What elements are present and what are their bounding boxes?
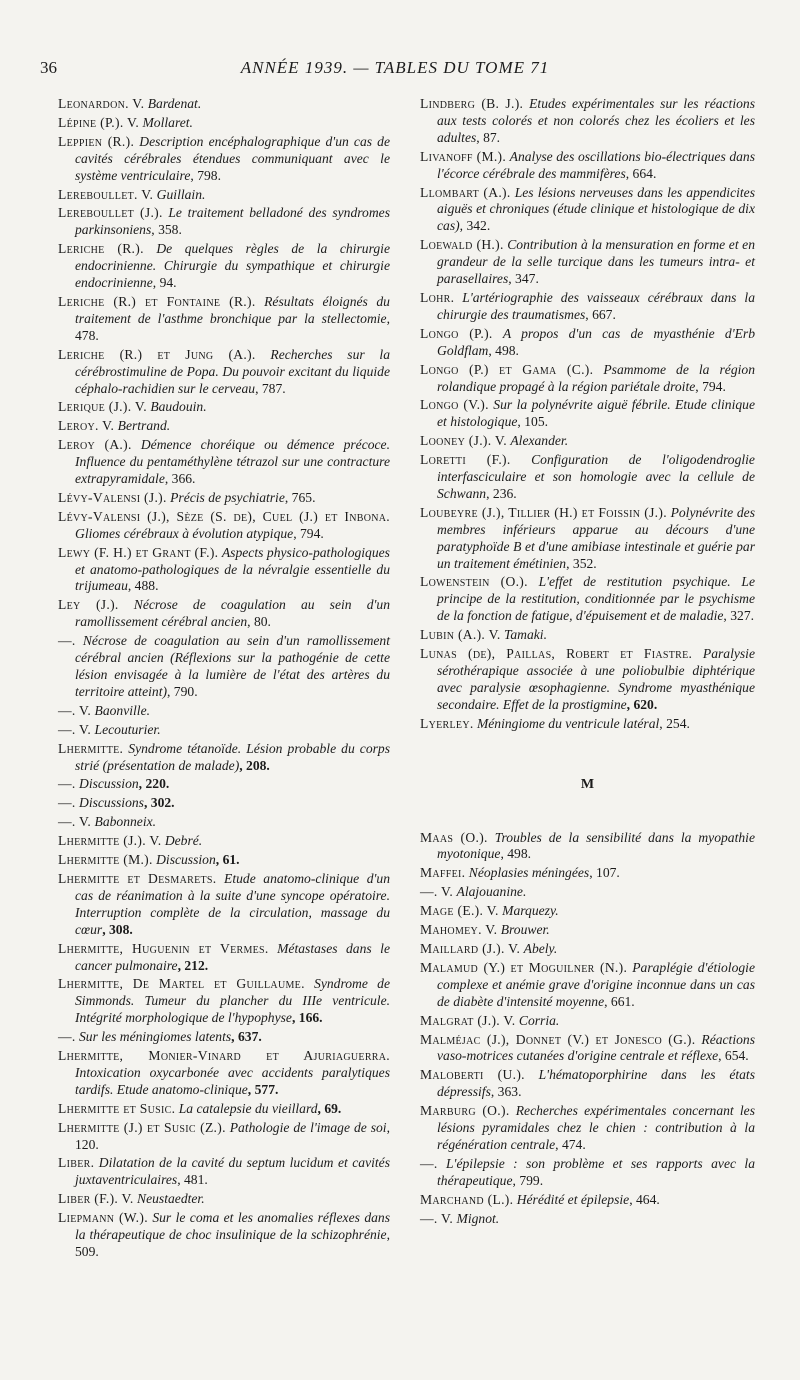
entry-author: Lewy (F. H.) et Grant (F.).: [58, 544, 219, 560]
entry-title: Configuration de l'oligodendroglie interfasciculaire et son homologie avec la cellule de Schwann: [437, 452, 755, 501]
entry-author: Llombart (A.).: [420, 184, 511, 200]
entry-title: Debré.: [164, 833, 203, 849]
entry-title: Description encéphalographique d'un cas de cavités cérébrales étendues communiquant avec le système ventriculaire: [75, 133, 390, 183]
index-entry: [420, 362, 755, 396]
index-entry: [58, 294, 390, 345]
entry-author: Livanoff (M.).: [420, 148, 507, 164]
index-entry: [58, 347, 390, 398]
entry-author: Lhermitte (J.) et Susic (Z.).: [58, 1119, 226, 1135]
entry-page: , 798.: [190, 167, 221, 183]
entry-author: Looney (J.). V.: [420, 433, 507, 449]
index-entry: [58, 490, 390, 507]
entry-author: Longo (P.).: [420, 325, 493, 341]
entry-author: Longo (V.).: [420, 397, 489, 413]
entry-author: Lhermitte (J.). V.: [58, 833, 162, 849]
entry-author: —.: [58, 776, 76, 792]
entry-author: —.: [58, 633, 76, 649]
entry-page: , 358.: [151, 222, 182, 238]
entry-page: , 94.: [152, 275, 177, 291]
entry-title: Réactions vaso-motrices cutanées d'origine centrale et réflexe: [437, 1031, 755, 1064]
entry-author: Lereboullet (J.).: [58, 205, 163, 221]
entry-author: Lhermitte et Susic.: [58, 1100, 176, 1116]
entry-page: , 105.: [517, 414, 549, 430]
entry-page: , 87.: [476, 129, 501, 145]
entry-title: Marquezy.: [502, 903, 559, 919]
index-entry: [420, 397, 755, 431]
index-entry: [58, 852, 390, 869]
entry-page: , 236.: [486, 485, 517, 501]
index-entry: [420, 1013, 755, 1030]
index-entry: [58, 418, 390, 435]
entry-page: , 80.: [247, 614, 271, 630]
entry-author: Lhermitte, De Martel et Guillaume.: [58, 976, 305, 992]
entry-title: Psammome de la région rolandique propagé à la région pariétale droite: [437, 361, 755, 394]
entry-page: , 765.: [284, 489, 316, 505]
index-entry: [58, 1155, 390, 1189]
entry-author: Lévy-Valensi (J.).: [58, 489, 167, 505]
entry-author: Maillard (J.). V.: [420, 940, 521, 956]
entry-author: Malamud (Y.) et Moguilner (N.).: [420, 959, 628, 975]
entry-title: Alexander.: [510, 433, 569, 449]
entry-title: Nécrose de coagulation au sein d'un ramollissement cérébral ancien: [75, 597, 391, 630]
index-entry: [58, 1191, 390, 1208]
index-entry: [420, 237, 755, 288]
entry-author: Lohr.: [420, 289, 455, 305]
index-entry: [420, 185, 755, 236]
entry-title: Métastases dans le cancer pulmonaire: [75, 940, 390, 973]
entry-title: Dilatation de la cavité du septum lucidum et cavités juxtaventriculaires: [75, 1155, 390, 1188]
entry-title: Sur la polynévrite aiguë fébrile. Etude clinique et histologique: [437, 397, 756, 430]
entry-title: Intoxication oxycarbonée avec accidents paralytiques tardifs. Etude anatomo-clinique: [75, 1064, 390, 1097]
index-entry: [58, 941, 390, 975]
index-entry: [420, 1067, 755, 1101]
entry-page: , 794.: [293, 525, 324, 541]
entry-title: Lecouturier.: [94, 721, 161, 737]
entry-author: Malméjac (J.), Donnet (V.) et Jonesco (G.).: [420, 1031, 696, 1047]
index-entry: [58, 814, 390, 831]
index-entry: [58, 1210, 390, 1261]
index-entry: [58, 703, 390, 720]
entry-page: , 498.: [500, 846, 532, 862]
index-entry: [420, 1032, 755, 1066]
entry-author: Lindberg (B. J.).: [420, 96, 524, 111]
entry-author: Lyerley.: [420, 715, 474, 731]
entry-page: , 352.: [566, 555, 597, 571]
index-entry: [58, 509, 390, 543]
page-number: 36: [40, 58, 57, 77]
entry-title: Baonville.: [94, 702, 151, 718]
entry-author: Leriche (R.) et Jung (A.).: [58, 346, 256, 362]
index-entry: [58, 96, 390, 113]
entry-page: , 347.: [508, 271, 539, 287]
entry-author: Leonardon. V.: [58, 96, 145, 111]
index-entry: [420, 903, 755, 920]
entry-title: Méningiome du ventricule latéral: [476, 715, 660, 731]
entry-author: —. V.: [58, 721, 92, 737]
entry-author: —. V.: [58, 702, 92, 718]
entry-author: Malgrat (J.). V.: [420, 1012, 516, 1028]
page-header: [40, 58, 750, 82]
index-entry: [58, 597, 390, 631]
index-entry: [58, 115, 390, 132]
index-entry: [420, 290, 755, 324]
entry-page: , 366.: [164, 471, 196, 487]
entry-author: Lhermitte, Monier-Vinard et Ajuriaguerra.: [58, 1048, 390, 1064]
entry-title: Nécrose de coagulation au sein d'un ramollissement cérébral ancien (Réflexions sur la pathogénie de cette lésion envisagée à la lumière de l'état des artères du territoire atteint): [75, 633, 390, 699]
index-entry: [58, 399, 390, 416]
entry-page: , 120.: [75, 1119, 390, 1152]
entry-page: , 208.: [239, 757, 270, 773]
index-entry: [420, 1156, 755, 1190]
index-entry: [58, 871, 390, 939]
entry-title: Paraplégie d'étiologie complexe et anémie grave d'origine inconnue dans un cas de diabète d'intensité moyenne: [437, 959, 755, 1009]
index-entry: [420, 1103, 755, 1154]
entry-author: Marchand (L.).: [420, 1191, 514, 1207]
entry-title: Contribution à la mensuration en forme et en grandeur de la selle turcique dans les tumeurs intra- et parasellaires: [437, 237, 755, 287]
entry-author: Loewald (H.).: [420, 237, 504, 253]
entry-author: Lereboullet. V.: [58, 186, 154, 202]
index-entry: [58, 545, 390, 596]
entry-author: Liepmann (W.).: [58, 1210, 148, 1226]
index-entry: [420, 96, 755, 147]
entry-title: Recherches expérimentales concernant les lésions pyramidales chez le chien : contribution à la régénération centrale: [437, 1103, 755, 1152]
index-entry: [420, 884, 755, 901]
entry-author: Leriche (R.) et Fontaine (R.).: [58, 293, 256, 309]
entry-author: —. V.: [58, 814, 92, 830]
index-entry: [58, 833, 390, 850]
index-entry: [420, 452, 755, 503]
entry-page: , 799.: [512, 1172, 544, 1188]
entry-title: Discussion: [79, 776, 139, 792]
index-entry: [420, 574, 755, 625]
entry-title: Discussion: [156, 852, 216, 868]
entry-title: Analyse des oscillations bio-électriques dans l'écorce cérébrale des mammifères: [437, 148, 756, 181]
entry-title: Babonneix.: [94, 814, 157, 830]
index-entry: [420, 922, 755, 939]
index-section-l: [420, 96, 755, 733]
index-section-m: [420, 830, 755, 1228]
index-entry: [58, 633, 390, 701]
entry-title: Sur les méningiomes latents: [79, 1029, 232, 1045]
index-entry: [420, 830, 755, 864]
entry-page: , 474.: [555, 1136, 586, 1152]
index-entry: [58, 437, 390, 488]
index-entry: [420, 627, 755, 644]
entry-author: —.: [58, 1029, 76, 1045]
entry-title: Corria.: [518, 1012, 560, 1028]
entry-author: Maffei.: [420, 865, 466, 881]
entry-author: Lévy-Valensi (J.), Sèze (S. de), Cuel (J.) et Inbona.: [58, 508, 390, 524]
index-entry: [58, 134, 390, 185]
entry-author: Lhermitte, Huguenin et Vermes.: [58, 940, 269, 956]
entry-title: Guillain.: [156, 186, 206, 202]
entry-title: Etude anatomo-clinique d'un cas de réanimation à la suite d'une syncope opératoire. Interruption complète de la circulation, massage du cœur: [75, 870, 390, 937]
entry-title: Pathologie de l'image de soi: [229, 1119, 387, 1135]
entry-page: , 478.: [75, 310, 390, 343]
entry-page: , 664.: [625, 165, 657, 181]
entry-page: , 481.: [177, 1172, 208, 1188]
index-entry: [420, 149, 755, 183]
index-entry: [58, 722, 390, 739]
index-entry: [420, 433, 755, 450]
entry-author: Ley (J.).: [58, 597, 119, 613]
index-entry: [58, 1101, 390, 1118]
entry-author: —. V.: [420, 884, 454, 900]
index-entry: [420, 1192, 755, 1209]
entry-title: Syndrome de Simmonds. Tumeur du plancher du IIIe ventricule. Intégrité morphologique de l'hypophyse: [75, 976, 390, 1026]
entry-page: , 620.: [626, 696, 658, 712]
entry-author: Lhermitte (M.).: [58, 852, 153, 868]
index-entry: [420, 326, 755, 360]
entry-title: Précis de psychiatrie: [170, 489, 285, 505]
entry-author: Lowenstein (O.).: [420, 574, 528, 590]
index-entry: [58, 205, 390, 239]
index-entry: [58, 976, 390, 1027]
entry-title: Démence choréique ou démence précoce. Influence du pentaméthylène tétrazol sur une contracture extrapyramidale: [75, 437, 390, 487]
entry-page: , 61.: [215, 852, 240, 868]
entry-page: , 790.: [167, 683, 198, 699]
entry-page: , 654.: [718, 1048, 749, 1064]
entry-page: , 661.: [604, 993, 635, 1009]
index-entry: [58, 241, 390, 292]
index-entry: [420, 716, 755, 733]
index-column-right: [420, 96, 755, 1229]
entry-author: Mahomey. V.: [420, 922, 498, 938]
entry-author: Lerique (J.). V.: [58, 399, 147, 415]
index-entry: [420, 941, 755, 958]
index-entry: [420, 865, 755, 882]
entry-page: , 342.: [459, 218, 491, 234]
entry-page: , 363.: [490, 1084, 522, 1100]
entry-title: Résultats éloignés du traitement de l'asthme bronchique par la stellectomie: [75, 293, 390, 326]
entry-author: Maas (O.).: [420, 829, 488, 845]
entry-author: Liber.: [58, 1155, 95, 1171]
index-column-left: [58, 96, 390, 1263]
index-entry: [420, 505, 755, 573]
entry-page: , 509.: [75, 1227, 390, 1259]
entry-title: Recherches sur la cérébrostimuline de Popa. Du pouvoir excitant du liquide céphalo-rachidien sur le cerveau: [75, 346, 391, 396]
entry-title: Discussions: [79, 795, 144, 811]
entry-title: Néoplasies méningées: [468, 865, 590, 881]
section-letter-heading: M: [580, 776, 595, 792]
entry-title: Tamaki.: [504, 627, 547, 643]
entry-page: , 794.: [695, 378, 726, 394]
entry-author: Liber (F.). V.: [58, 1191, 134, 1207]
entry-title: L'hématoporphirine dans les états dépressifs: [437, 1067, 755, 1100]
entry-title: De quelques règles de la chirurgie endocrinienne. Chirurgie du sympathique et chirurgie endocrinienne: [75, 241, 390, 291]
index-entry: [58, 187, 390, 204]
entry-title: Gliomes cérébraux à évolution atypique: [75, 525, 294, 541]
entry-page: , 637.: [231, 1029, 262, 1045]
entry-author: Leppien (R.).: [58, 133, 135, 149]
entry-page: , 220.: [138, 776, 170, 792]
entry-title: Sur le coma et les anomalies réflexes dans la thérapeutique de choc insulinique de la schizophrénie: [75, 1210, 390, 1243]
entry-title: Hérédité et épilepsie: [516, 1191, 630, 1207]
entry-title: Mignot.: [456, 1210, 500, 1226]
entry-page: , 308.: [102, 921, 133, 937]
entry-title: Le traitement belladoné des syndromes parkinsoniens: [75, 205, 390, 238]
entry-author: Loretti (F.).: [420, 452, 511, 468]
index-entry: [58, 1048, 390, 1099]
entry-page: , 302.: [143, 795, 175, 811]
index-entry: [58, 795, 390, 812]
entry-author: —.: [420, 1155, 438, 1171]
entry-title: L'effet de restitution psychique. Le principe de la restitution, conditionnée par le psychisme de la fonction de fatigue, d'épuisement et de maladie: [437, 574, 755, 624]
entry-author: Longo (P.) et Gama (C.).: [420, 361, 594, 377]
entry-author: Lunas (de), Paillas, Robert et Fiastre.: [420, 646, 693, 662]
entry-page: , 464.: [629, 1191, 660, 1207]
entry-title: Aspects physico-pathologiques et anatomo-pathologiques de la névralgie essentielle du trijumeau: [75, 544, 390, 594]
index-entry: [58, 1029, 390, 1046]
entry-title: Mollaret.: [142, 114, 193, 130]
entry-author: Marburg (O.).: [420, 1103, 510, 1119]
entry-title: Troubles de la sensibilité dans la myopathie myotonique: [437, 829, 755, 862]
entry-title: Etudes expérimentales sur les réactions aux tests colorés et non colorés chez les écoliers et les adultes: [437, 96, 755, 145]
entry-author: Leriche (R.).: [58, 241, 144, 257]
entry-title: Les lésions nerveuses dans les appendicites aiguës et chroniques (étude clinique et histologique de dix cas): [437, 184, 755, 234]
entry-author: Lépine (P.). V.: [58, 114, 140, 130]
entry-page: , 488.: [127, 578, 159, 594]
entry-title: Neustaedter.: [137, 1191, 205, 1207]
entry-title: Alajouanine.: [456, 884, 527, 900]
index-entry: [58, 776, 390, 793]
entry-author: Leroy (A.).: [58, 437, 132, 453]
entry-title: Bardenat.: [147, 96, 202, 111]
entry-author: Leroy. V.: [58, 418, 115, 434]
entry-title: Baudouin.: [150, 399, 207, 415]
entry-author: Loubeyre (J.), Tillier (H.) et Foissin (J.).: [420, 504, 667, 520]
entry-title: Paralysie sérothérapique associée à une poliobulbie diphtérique avec paralysie œsophagienne. Syndrome myasthénique secondaire. Effet de la prostigmine: [437, 646, 755, 712]
entry-title: Syndrome tétanoïde. Lésion probable du corps strié (présentation de malade): [75, 740, 390, 773]
entry-author: Lhermitte.: [58, 740, 124, 756]
index-entry: [420, 1211, 755, 1228]
entry-author: Lhermitte et Desmarets.: [58, 870, 217, 886]
entry-title: A propos d'un cas de myasthénie d'Erb Goldflam: [437, 325, 756, 358]
entry-author: —.: [58, 795, 76, 811]
entry-page: , 69.: [317, 1100, 342, 1116]
entry-author: Maloberti (U.).: [420, 1067, 525, 1083]
entry-page: , 498.: [488, 342, 519, 358]
entry-author: —. V.: [420, 1210, 454, 1226]
entry-title: Bertrand.: [117, 418, 171, 434]
entry-page: , 166.: [291, 1010, 323, 1026]
index-entry: [420, 960, 755, 1011]
index-entry: [58, 1120, 390, 1154]
entry-page: , 327.: [723, 608, 755, 624]
entry-title: L'épilepsie : son problème et ses rapports avec la thérapeutique: [437, 1155, 755, 1188]
entry-author: Mage (E.). V.: [420, 903, 499, 919]
index-entry: [420, 646, 755, 714]
entry-title: Polynévrite des membres inférieurs apparue au décours d'une paratyphoïde B et d'une amibiase intestinale et guérie par un traitement émétinien: [437, 504, 755, 571]
entry-author: Lubin (A.). V.: [420, 627, 501, 643]
running-title: ANNÉE 1939. — TABLES DU TOME 71: [240, 58, 550, 77]
entry-title: L'artériographie des vaisseaux cérébraux dans la chirurgie des traumatismes: [437, 289, 755, 322]
entry-page: , 254.: [659, 715, 690, 731]
entry-page: , 667.: [585, 306, 616, 322]
index-entry: [58, 741, 390, 775]
entry-page: , 577.: [247, 1081, 279, 1097]
entry-page: , 107.: [589, 865, 620, 881]
entry-title: Abely.: [523, 940, 558, 956]
entry-title: Brouwer.: [500, 922, 550, 938]
entry-page: , 212.: [177, 957, 209, 973]
entry-title: La catalepsie du vieillard: [178, 1100, 318, 1116]
entry-page: , 787.: [255, 380, 286, 396]
